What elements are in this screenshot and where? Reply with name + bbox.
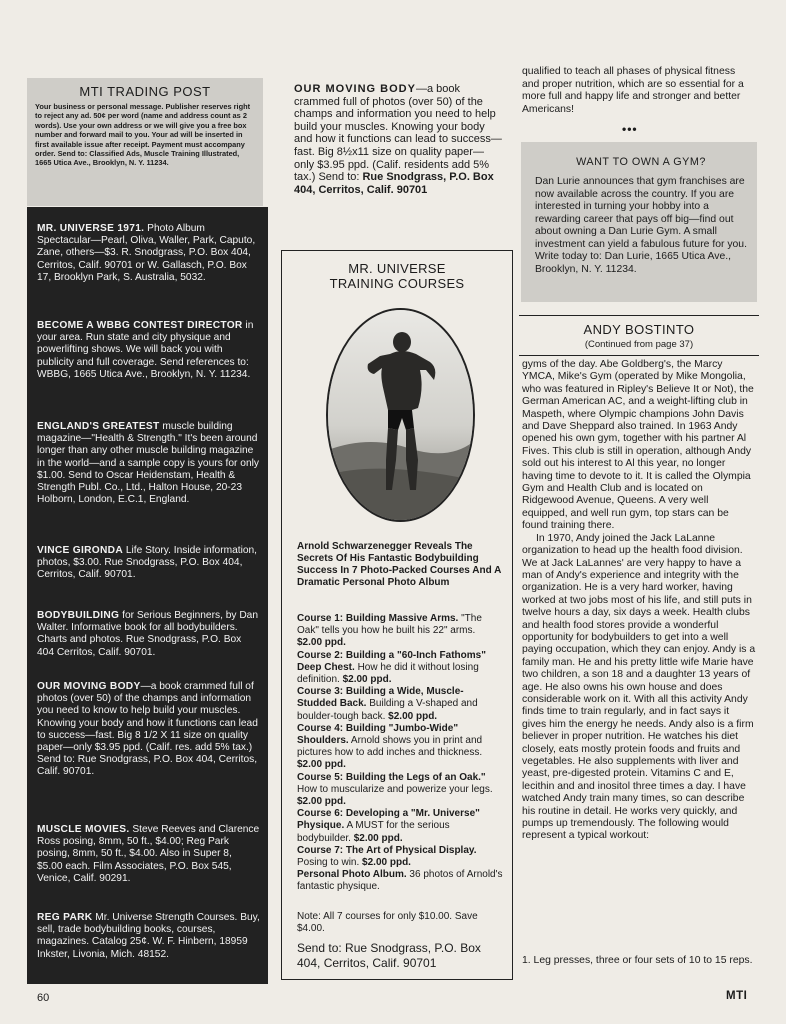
ad-heading: MR. UNIVERSE 1971. [37,223,145,234]
course-item: Course 2: Building a "60-Inch Fathoms" Deep Chest. How he did it without losing definition. $2.00 ppd. [297,649,486,686]
ad-text: Photo Album Spectacular—Pearl, Oliva, Waller, Park, Caputo, Zane, others—$3. R. Snodgrass, P.O. Box 404, Cerritos, Calif. 90701 or W. Gallasch, P.O. Box 17, Brooklyn Park, S. Australia, 5032. [37,223,256,283]
ad-text: Steve Reeves and Clarence Ross posing, 8mm, 50 ft., $4.00; Reg Park posing, 8mm, 50 ft., $4.00. Also in Super 8, $5.00 each. Film Associates, P.O. Box 545, Venice, Calif. 90291. [37,824,260,884]
ad-heading: ENGLAND'S GREATEST [37,421,160,432]
moving-body-heading: OUR MOVING BODY [294,83,416,95]
trading-post-box [27,78,263,206]
andy-title: ANDY BOSTINTO [583,322,695,337]
magazine-brand: MTI [726,990,748,1002]
course-item: Personal Photo Album. 36 photos of Arnold's fantastic physique. [297,869,503,893]
classified-ad [37,223,260,284]
training-courses-box [281,250,513,980]
ad-text: Life Story. Inside information, photos, $3.00. Rue Snodgrass, P.O. Box 404, Cerritos, Calif. 90701. [37,545,257,581]
ad-text: for Serious Beginners, by Dan Walter. Informative book for all bodybuilders. Charts and photos. Rue Snodgrass, P.O. Box 404 Cerritos, Calif. 90701. [37,610,259,658]
courses-send-to: Send to: Rue Snodgrass, P.O. Box 404, Cerritos, Calif. 90701 [297,941,481,970]
moving-body-address: Rue Snodgrass, P.O. Box 404, Cerritos, Calif. 90701 [294,171,494,196]
course-item: Course 1: Building Massive Arms. "The Oak" tells you how he built his 22" arms. $2.00 ppd. [297,613,482,649]
classified-ad [37,824,260,885]
ad-heading: REG PARK [37,912,93,923]
classified-ad [37,610,260,659]
separator-dots: ••• [622,122,638,136]
course-item: Course 7: The Art of Physical Display. Posing to win. $2.00 ppd. [297,844,477,869]
ad-heading: VINCE GIRONDA [37,545,123,556]
courses-title-line2: TRAINING COURSES [329,276,465,291]
course-item: Course 5: Building the Legs of an Oak." How to muscularize and powerize your legs. $2.00 ppd. [297,771,493,808]
ad-heading: OUR MOVING BODY [37,681,141,692]
gym-franchise-box [521,142,757,302]
trading-post-title: MTI TRADING POST [79,84,211,99]
course-item: Course 6: Developing a "Mr. Universe" Physique. A MUST for the serious bodybuilder. $2.00 ppd. [297,808,480,844]
andy-subtitle: (Continued from page 37) [584,339,694,350]
divider [519,355,759,356]
classified-ad [37,912,260,961]
article-paragraph: gyms of the day. Abe Goldberg's, the Marcy YMCA, Mike's Gym (operated by Mike Mongolia, who was featured in Ripley's Believe It or Not), the German American AC, and a weight-lifting club in Maspeth, where Olympic champions John Davis and Dave Sheppard also trained. In 1963 Andy opened his own gym, together with his partner Al Fives. This club is still in operation, although Andy sold out his interest to Al this year, no longer having time to devote to it. It is called the Olympia Gym and Health Club and is located on Ridgewood Avenue, Queens. A very well equipped, and well run gym, top stars can be found training there. [522,359,754,532]
classified-ad [37,421,260,506]
ad-text: muscle building magazine—"Health & Strength." It's been around longer than any other muscle building magazine in the world—and a sample copy is yours for only $1.00. Send to Oscar Heidenstam, Health & Strength Publ. Co., Ltd., Halton House, 20-23 Holborn, London, E.C.1, England. [37,421,259,506]
bodybuilder-photo-graphic [328,310,473,520]
classified-ads-column [27,207,268,984]
page-number: 60 [37,992,50,1004]
gym-title: WANT TO OWN A GYM? [576,156,706,168]
gym-body: Dan Lurie announces that gym franchises are now available across the country. If you are interested in turning your hobby into a rewarding career that pays off big—find out about owning a Dan Lurie Gym. A small investment can yield a fabulous future for you. Write today to: Dan Lurie, 1665 Utica Ave., Brooklyn, N. Y. 11234. [535,176,747,275]
bodybuilder-photo [326,308,475,522]
moving-body-ad [294,83,502,196]
article-paragraph: In 1970, Andy joined the Jack LaLanne organization to head up the health food division. We at Jack LaLannes' are very happy to have a man of Andy's experience and integrity with the organization. He is a very hard worker, having worked at two jobs most of his life, and still puts in twelve hours a day, six days a week. Health clubs and health food stores provide a wonderful opportunity for bodybuilders to get into a well paying occupation, which they can enjoy. Andy is a family man. He and his pretty little wife Marie have two children, a son 18 and a daughter 13 years of age. He also owns his own house and does considerable work on it. With all this activity Andy finds time to train regularly, and in fact says it gives him the energy he needs. Andy also is a firm believer in proper nutrition. He watches his diet closely, eats mostly protein foods and fruits and vegetables. He also supplements with liver and yeast, pre-digested protein. Vitamins C and E, lecithin and and inositol three times a day. I have watched Andy train many times, so can describe his routine in detail. He works very quickly, and pumps up tremendously. The following would represent a typical workout: [522,532,756,842]
classified-ad [37,545,260,582]
ad-text: in your area. Run state and city physique and powerlifting shows. We will back you with publicity and full coverage. Send references to: WBBG, 1665 Utica Ave., Brooklyn, N. Y. 11234. [37,320,254,380]
course-item: Course 4: Building "Jumbo-Wide" Shoulders. Arnold shows you in print and pictures how to add inches and thickness. $2.00 ppd. [297,722,483,771]
ad-heading: BECOME A WBBG CONTEST DIRECTOR [37,320,243,331]
article-continuation: qualified to teach all phases of physical fitness and proper nutrition, which are so essential for a more full and happy life and stronger and better Americans! [522,66,744,115]
courses-title [282,261,512,291]
moving-body-text: —a book crammed full of photos (over 50) of the champs and information you need to help build your muscles. Knowing your body and how it functions can lead to success—fast. Big 8½x11 size on quality paper—only $3.95 ppd. (Calif. residents add 5% tax.) Send to: [294,83,502,184]
andy-article-body [522,359,756,843]
course-item: Course 3: Building a Wide, Muscle-Studded Back. Building a V-shaped and boulder-tough back. $2.00 ppd. [297,686,478,722]
classified-ad [37,320,260,381]
ad-text: —a book crammed full of photos (over 50) of the champs and information you need to know to help build your muscles. Knowing your body and how it functions can lead to success—fast. Big 8 1/2 X 11 size on quality paper—only $3.95 ppd. (Calif. res. add 5% tax.) Send to: Rue Snodgrass, P.O. Box 404, Cerritos, Calif. 90701. [37,681,258,778]
trading-post-body: Your business or personal message. Publisher reserves right to reject any ad. 50¢ per word (name and address count as 2 words). Use your own address or we will give you a free box number and forward mail to you. Your ad will be inserted in first available issue after receipt. Payment must accompany order. Send to: Classified Ads, Muscle Training Illustrated, 1665 Utica Ave., Brooklyn, N. Y. 11234. [35,102,251,168]
classified-ad [37,681,260,779]
workout-list-item: 1. Leg presses, three or four sets of 10 to 15 reps. [522,955,753,966]
ad-heading: MUSCLE MOVIES. [37,824,130,835]
courses-promo: Arnold Schwarzenegger Reveals The Secrets Of His Fantastic Bodybuilding Success In 7 Photo-Packed Courses And A Dramatic Personal Photo Album [297,541,501,588]
course-list [297,613,503,894]
ad-text: Mr. Universe Strength Courses. Buy, sell, trade bodybuilding books, courses, magazines. Catalog 25¢. W. F. Hinbern, 18959 Inkster, Livonia, Mich. 48152. [37,912,260,960]
ad-heading: BODYBUILDING [37,610,120,621]
courses-note: Note: All 7 courses for only $10.00. Save $4.00. [297,911,478,935]
divider [519,315,759,316]
courses-title-line1: MR. UNIVERSE [348,261,446,276]
